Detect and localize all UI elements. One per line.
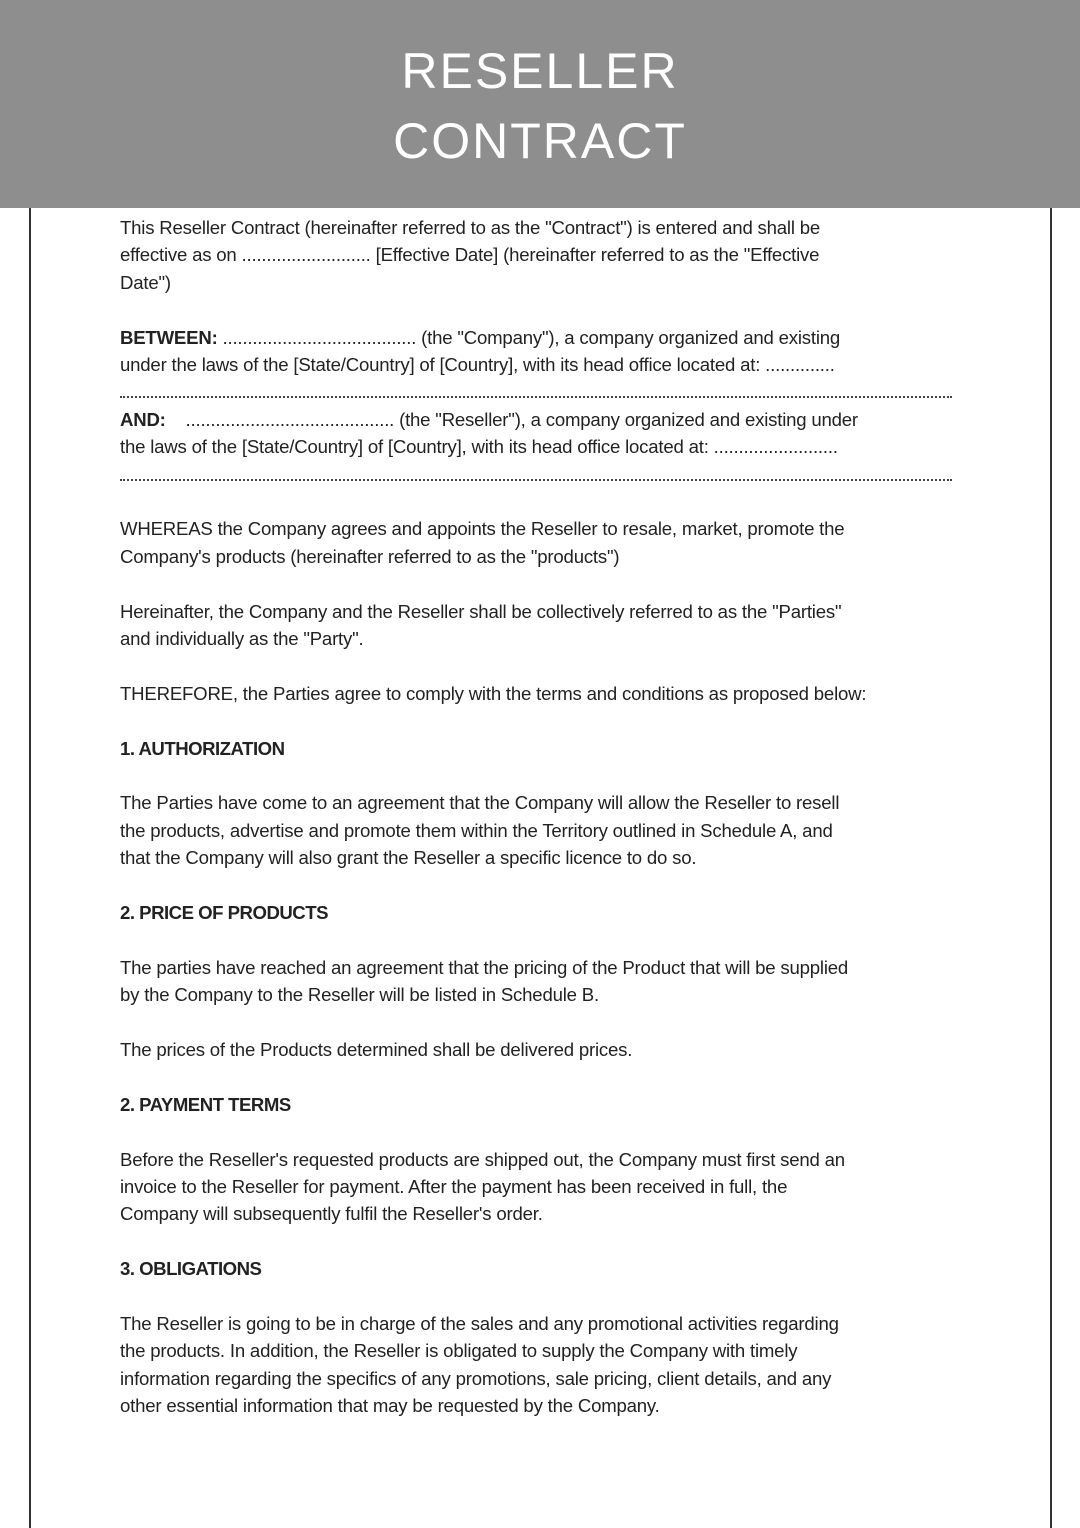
section-heading: 2. PAYMENT TERMS [120,1093,291,1115]
section-paragraph [120,1310,960,1420]
section-paragraph [120,1146,960,1228]
text-line: the products. In addition, the Reseller is obligated to supply the Company with timely [120,1340,798,1362]
page-border-right [1050,208,1052,1528]
section-heading: 3. OBLIGATIONS [120,1258,262,1280]
text-line: The prices of the Products determined shall be delivered prices. [120,1039,633,1061]
text-line: Hereinafter, the Company and the Reseller shall be collectively referred to as the "Parties" [120,600,842,622]
text-line: the products, advertise and promote them within the Territory outlined in Schedule A, and [120,819,833,841]
text-line: THEREFORE, the Parties agree to comply with the terms and conditions as proposed below: [120,682,867,704]
section-paragraph [120,789,960,871]
text-line: that the Company will also grant the Reseller a specific licence to do so. [120,847,697,869]
text-line: information regarding the specifics of any promotions, sale pricing, client details, and any [120,1367,832,1389]
title-line-1: RESELLER [401,43,679,99]
text-line: invoice to the Reseller for payment. After the payment has been received in full, the [120,1176,788,1198]
and-label: AND: [120,408,166,430]
text-line: Company's products (hereinafter referred to as the "products") [120,545,620,567]
therefore-paragraph [120,680,960,707]
text-line: Company will subsequently fulfil the Reseller's order. [120,1203,543,1225]
section-paragraph [120,1036,960,1063]
text-line: Date") [120,271,171,293]
text-line: The parties have reached an agreement that the pricing of the Product that will be supplied [120,956,849,978]
text-line: WHEREAS the Company agrees and appoints the Reseller to resale, market, promote the [120,518,845,540]
text-line: This Reseller Contract (hereinafter referred to as the "Contract") is entered and shall be [120,217,821,238]
sections [120,735,960,1420]
text-line: under the laws of the [State/Country] of [Country], with its head office located at: .............. [120,354,835,376]
hereinafter-paragraph [120,598,960,653]
section-heading: 2. PRICE OF PRODUCTS [120,902,328,924]
text-line: and individually as the "Party". [120,628,364,650]
intro-paragraph [120,214,960,296]
section-heading: 1. AUTHORIZATION [120,737,285,759]
whereas-paragraph [120,515,960,570]
page-border-left [29,208,31,1528]
and-party [120,406,960,488]
section-paragraph [120,954,960,1009]
title-line-2: CONTRACT [393,113,687,169]
address-fill-line [120,461,960,488]
address-fill-line [120,378,960,405]
text-line: effective as on .......................... [Effective Date] (hereinafter referred to as the "Effective [120,244,820,266]
text-line: by the Company to the Reseller will be listed in Schedule B. [120,984,599,1006]
between-label: BETWEEN: [120,326,218,348]
text-line: Before the Reseller's requested products are shipped out, the Company must first send an [120,1148,845,1170]
between-party [120,324,960,406]
text-line: other essential information that may be requested by the Company. [120,1395,660,1417]
text-line: the laws of the [State/Country] of [Country], with its head office located at: ......................... [120,436,838,458]
text-line: ....................................... (the "Company"), a company organized and existing [217,326,841,348]
text-line: .......................................... (the "Reseller"), a company organized and existing under [165,408,858,430]
text-line: The Parties have come to an agreement that the Company will allow the Reseller to resell [120,792,840,814]
contract-body [120,214,960,1447]
title-banner [0,0,1080,208]
text-line: The Reseller is going to be in charge of the sales and any promotional activities regarding [120,1313,839,1335]
